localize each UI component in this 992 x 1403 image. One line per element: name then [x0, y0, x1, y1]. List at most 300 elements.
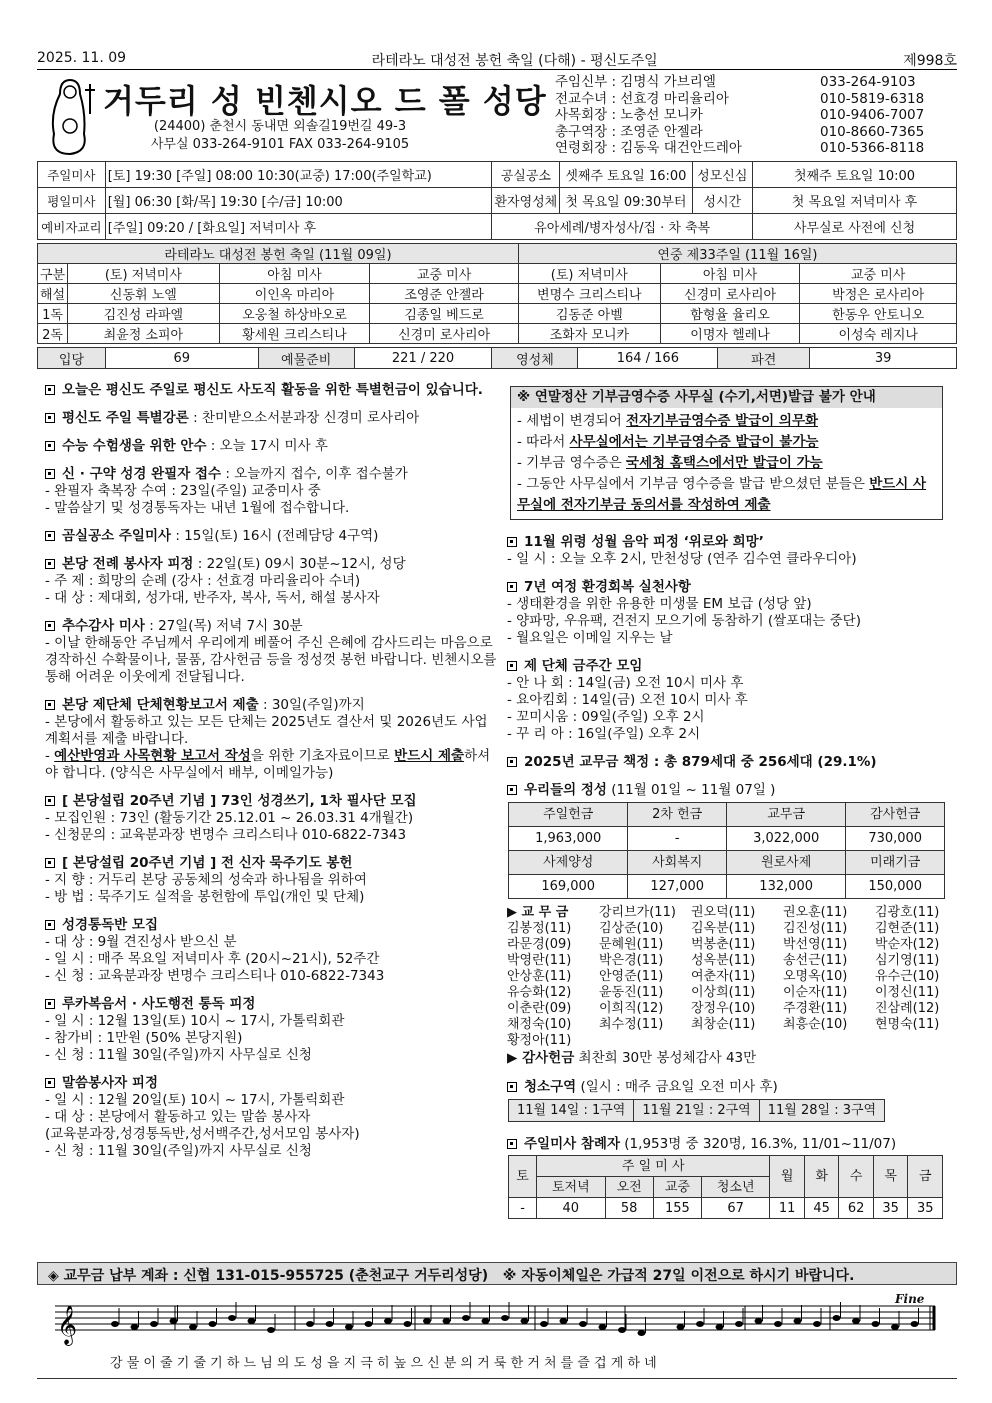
reader-cell: 황세원 크리스티나: [219, 324, 370, 344]
fine-mark: Fine: [895, 1292, 925, 1306]
note-head: [852, 1318, 860, 1324]
offerings-row: [509, 827, 945, 851]
notice-title: 말씀봉사자 피정: [62, 1075, 158, 1091]
readers-row: [38, 304, 957, 324]
dues-name: 김상준(10): [599, 921, 664, 936]
account-info: ◈ 교무금 납부 계좌 : 신협 131-015-955725 (춘천교구 거두리성당): [48, 1268, 489, 1284]
text-segment: 하셔야 합니다. (양식은 사무실에서 배부, 이메일가능): [45, 748, 491, 781]
bottom-rule: [37, 1378, 957, 1379]
notice-line: - 생태환경을 위한 유용한 미생물 EM 보급 (성당 앞): [507, 596, 812, 612]
cleaning-cell: 11월 28일 : 3구역: [759, 1100, 884, 1122]
attendance-value: 40: [537, 1198, 605, 1219]
notice-title: 오늘은 평신도 주일로 평신도 사도직 활동을 위한 특별헌금이 있습니다.: [62, 382, 483, 398]
stat-label: 예물준비: [258, 348, 354, 369]
notice-title: 2025년 교무금 책정 : 총 879세대 중 256세대 (29.1%): [524, 754, 877, 770]
cleaning-row: [509, 1100, 885, 1122]
notice-text: : 찬미받으소서분과장 신경미 로사리아: [188, 410, 420, 426]
readers-col-header: (토) 저녁미사: [68, 264, 220, 284]
notice-line: - 신 청 : 교육분과장 변명수 크리스티나 010-6822-7343: [45, 968, 385, 984]
notice-item: [507, 579, 947, 647]
dues-name: 김광호(11): [875, 905, 940, 920]
reader-cell: 1독: [38, 304, 68, 324]
note-head: [150, 1321, 158, 1327]
emphasis-text: 반드시 제출: [394, 748, 465, 764]
dues-name: 문혜원(11): [599, 937, 664, 952]
schedule-table: [37, 161, 957, 240]
day-header: 금: [908, 1156, 943, 1198]
attendance-value: 35: [908, 1198, 943, 1219]
notice-text: : 27일(목) 저녁 7시 30분: [144, 618, 303, 634]
note-head: [735, 1321, 743, 1327]
readers-col-header: 교중 미사: [800, 264, 957, 284]
text-segment: - 따라서: [517, 434, 570, 450]
notice-title: 성경통독반 모집: [62, 917, 158, 933]
dues-name: 윤동진(11): [599, 985, 664, 1000]
cleaning-title: 청소구역: [524, 1079, 577, 1095]
dues-name: 최흥순(10): [783, 1017, 848, 1032]
reader-cell: 해설: [38, 284, 68, 304]
dues-name: 진삼례(12): [875, 1001, 940, 1016]
attendance-header-row: [509, 1156, 943, 1177]
contact-role: 사목회장 : 노충선 모니카: [555, 107, 703, 123]
notice-line: - 참가비 : 1만원 (50% 본당지원): [45, 1030, 243, 1046]
note-head: [228, 1315, 236, 1321]
treble-clef-icon: 𝄞: [57, 1305, 78, 1345]
offerings-title: 우리들의 정성: [524, 782, 607, 798]
notice-line: - 안 나 회 : 14일(금) 오전 10시 미사 후: [507, 675, 744, 691]
note-head: [794, 1318, 802, 1324]
schedule-cell: 공실공소: [492, 162, 560, 188]
day-header: 화: [804, 1156, 839, 1198]
receipt-notice-title: ※ 연말정산 기부금영수증 사무실 (수기,서면)발급 불가 안내: [511, 387, 942, 408]
notice-item: [45, 618, 497, 686]
notice-heading: [45, 556, 497, 573]
notice-text: : 오늘 17시 미사 후: [206, 438, 328, 454]
contact-row: [555, 124, 924, 141]
offerings-period: (11월 01일 ~ 11월 07일 ): [606, 782, 776, 798]
schedule-cell: 사무실로 사전에 신청: [752, 214, 956, 240]
stats-row: [38, 348, 957, 369]
auto-transfer-note: ※ 자동이체일은 가급적 27일 이전으로 하시기 바랍니다.: [502, 1268, 855, 1284]
notice-title: 7년 여정 환경회복 실천사항: [524, 579, 691, 595]
receipt-line: [517, 474, 936, 516]
emphasis-text: 전자기부금영수증 발급이 의무화: [626, 413, 819, 429]
thanks-offering-line: [507, 1049, 947, 1067]
offering-value: 150,000: [846, 875, 945, 899]
readers-col-header: 아침 미사: [219, 264, 370, 284]
note-head: [872, 1321, 880, 1327]
schedule-cell: 셋째주 토요일 16:00: [560, 162, 692, 188]
note-head: [189, 1324, 197, 1330]
sunday-mass-header: 주 일 미 사: [537, 1156, 770, 1177]
reader-cell: 이인옥 마리아: [219, 284, 370, 304]
dues-name: 황정아(11): [507, 1033, 572, 1048]
stat-label: 파견: [718, 348, 810, 369]
schedule-row: [38, 162, 957, 188]
note-head: [579, 1321, 587, 1327]
note-head: [774, 1321, 782, 1327]
square-bullet-icon: [45, 413, 55, 423]
square-bullet-icon: [507, 757, 517, 767]
notice-text: : 오늘까지 접수, 이후 접수불가: [221, 466, 408, 482]
note-head: [326, 1321, 334, 1327]
dues-name: 박은경(11): [599, 953, 664, 968]
note-head: [813, 1321, 821, 1327]
notice-line: - 본당에서 활동하고 있는 모든 단체는 2025년도 결산서 및 2026년도 사업계획서를 제출 바랍니다.: [45, 714, 488, 747]
note-head: [833, 1315, 841, 1321]
reader-cell: 2독: [38, 324, 68, 344]
square-bullet-icon: [45, 858, 55, 868]
reader-cell: 김진성 라파엘: [68, 304, 220, 324]
note-head: [345, 1324, 353, 1330]
receipt-line: [517, 432, 936, 453]
notice-title: [ 본당설립 20주년 기념 ] 전 신자 묵주기도 봉헌: [62, 855, 353, 871]
notice-line: - 일 시 : 매주 목요일 저녁미사 후 (20시~21시), 52주간: [45, 951, 380, 967]
notice-item: [45, 410, 497, 427]
dues-name: 최창순(11): [691, 1017, 756, 1032]
dues-name: 채정숙(10): [507, 1017, 572, 1032]
schedule-cell: 첫 목요일 09:30부터: [560, 188, 692, 214]
sunday-sub-header: 교중: [653, 1177, 701, 1198]
cleaning-cell: 11월 21일 : 2구역: [634, 1100, 759, 1122]
reader-cell: 이성숙 레지나: [800, 324, 957, 344]
dues-name: 유승화(12): [507, 985, 572, 1000]
thanks-list: 최찬희 30만 봉성체감사 43만: [578, 1050, 757, 1066]
contact-role: 전교수녀 : 선효경 마리율리아: [555, 90, 729, 107]
reader-cell: 신동휘 노엘: [68, 284, 220, 304]
note-head: [618, 1327, 626, 1333]
offering-label: 사제양성: [509, 851, 628, 875]
note-head: [638, 1330, 646, 1336]
day-header: 목: [873, 1156, 908, 1198]
hymn-staff: [55, 1292, 940, 1347]
notice-item: [45, 917, 497, 985]
dues-name: 장정우(10): [691, 1001, 756, 1016]
readers-table: [37, 243, 957, 344]
hymn-lyrics: 강 물 이 줄 기 줄 기 하 느 님 의 도 성 을 지 극 히 높 으 신 분 의 거 룩 한 거 처 를 즐 겁 게 하 네: [110, 1356, 657, 1371]
emphasis-text: 국세청 홈택스에서만 발급이 가능: [626, 455, 823, 471]
parish-name: 거두리 성 빈첸시오 드 폴 성당: [103, 82, 547, 120]
notice-text: : 15일(토) 16시 (전례담당 4구역): [171, 528, 379, 544]
offering-value: 3,022,000: [726, 827, 845, 851]
notice-heading: [507, 534, 947, 551]
readers-col-header: 교중 미사: [370, 264, 519, 284]
notice-title: 11월 위령 성월 음악 피정 ‘위로와 희망’: [524, 534, 764, 550]
dues-name: 박선영(11): [783, 937, 848, 952]
reader-cell: 변명수 크리스티나: [518, 284, 660, 304]
notice-title: 평신도 주일 특별강론: [62, 410, 189, 426]
schedule-cell: 유아세례/병자성사/집 · 차 축복: [492, 214, 753, 240]
schedule-cell: 환자영성체: [492, 188, 560, 214]
offering-label: 미래기금: [846, 851, 945, 875]
square-bullet-icon: [45, 441, 55, 451]
square-bullet-icon: [45, 700, 55, 710]
thanks-label: ▶ 감사헌금: [507, 1050, 575, 1066]
schedule-row: [38, 188, 957, 214]
square-bullet-icon: [507, 537, 517, 547]
attendance-value: 58: [605, 1198, 653, 1219]
note-head: [404, 1321, 412, 1327]
sat-header: 토: [509, 1156, 537, 1198]
note-head: [462, 1315, 470, 1321]
dues-name: 권오덕(11): [691, 905, 756, 920]
offering-value: 730,000: [846, 827, 945, 851]
contact-role: 총구역장 : 조영준 안젤라: [555, 123, 703, 140]
stat-value: 164 / 166: [578, 348, 718, 369]
schedule-cell: 첫 목요일 저녁미사 후: [752, 188, 956, 214]
notice-heading: [45, 697, 497, 714]
notice-line: - 주 제 : 희망의 순례 (강사 : 선효경 마리율리아 수녀): [45, 573, 361, 589]
readers-header-row: [38, 244, 957, 264]
attendance-value: 11: [770, 1198, 805, 1219]
reader-cell: 박정은 로사리아: [800, 284, 957, 304]
square-bullet-icon: [507, 582, 517, 592]
offerings-table: [508, 802, 945, 899]
notice-title: [ 본당설립 20주년 기념 ] 73인 성경쓰기, 1차 필사단 모집: [62, 793, 417, 809]
schedule-cell: 성시간: [692, 188, 752, 214]
dues-name: 유수근(10): [875, 969, 940, 984]
readers-cols-row: [38, 264, 957, 284]
notice-text: : 30일(주일)까지: [258, 697, 365, 713]
dues-name: 안상훈(11): [507, 969, 572, 984]
notice-line: - 말씀살기 및 성경통독자는 내년 1월에 접수합니다.: [45, 500, 350, 516]
attendance-table: [508, 1155, 943, 1219]
dues-names: [507, 905, 947, 1049]
note-head: [384, 1318, 392, 1324]
note-head: [267, 1327, 275, 1333]
emphasis-text: 사무실에서는 기부금영수증 발급이 불가능: [569, 434, 819, 450]
notice-heading: [45, 466, 497, 483]
note-head: [209, 1321, 217, 1327]
attendance-value: 62: [839, 1198, 874, 1219]
dues-name: 김현준(11): [875, 921, 940, 936]
notice-line: - 이날 한해동안 주님께서 우리에게 베풀어 주신 은혜에 감사드리는 마음으로 경작하신 수확물이나, 물품, 감사헌금 등을 정성껏 봉헌 바랍니다. 빈첸시오를 통해 어려운 이웃에게 전달됩니다.: [45, 635, 497, 685]
note-head: [911, 1321, 919, 1327]
contact-phone: 010-5366-8118: [820, 140, 925, 156]
parish-address: [125, 118, 435, 154]
offerings-heading: [507, 782, 947, 799]
reader-cell: 신경미 로사리아: [660, 284, 800, 304]
notice-heading: [45, 528, 497, 545]
note-head: [501, 1315, 509, 1321]
note-head: [423, 1318, 431, 1324]
notice-line: - 양파망, 우유팩, 건전지 모으기에 동참하기 (쌀포대는 중단): [507, 613, 861, 629]
offering-value: -: [628, 827, 727, 851]
notice-title: 곰실공소 주일미사: [62, 528, 172, 544]
text-segment: - 그동안 사무실에서 기부금 영수증을 발급 받으셨던 분들은: [517, 476, 870, 492]
notice-title: 신 · 구약 성경 완필자 접수: [62, 466, 222, 482]
dues-name: 심기영(11): [875, 953, 940, 968]
dues-name: 김진성(11): [783, 921, 848, 936]
office-phone: 사무실 033-264-9101 FAX 033-264-9105: [150, 137, 410, 152]
reader-cell: 김종일 베드로: [370, 304, 519, 324]
notice-title: 수능 수험생을 위한 안수: [62, 438, 207, 454]
dues-name: 현명숙(11): [875, 1017, 940, 1032]
left-notices: [45, 382, 497, 1171]
contact-role: 연령회장 : 김동욱 대건안드레아: [555, 140, 742, 156]
square-bullet-icon: [507, 1139, 517, 1149]
square-bullet-icon: [45, 1078, 55, 1088]
schedule-cell: [주일] 09:20 / [화요일] 저녁미사 후: [105, 214, 492, 240]
notice-line: - 일 시 : 12월 13일(토) 10시 ~ 17시, 가톨릭회관: [45, 1013, 345, 1029]
cleaning-heading: [507, 1079, 947, 1096]
reader-cell: 조영준 안젤라: [370, 284, 519, 304]
text-segment: 을 위한 기초자료이므로: [250, 748, 395, 764]
address: (24400) 춘천시 동내면 외솔길19번길 49-3: [153, 119, 407, 134]
stat-value: 221 / 220: [354, 348, 492, 369]
readers-row: [38, 284, 957, 304]
notice-title: 본당 제단체 단체현황보고서 제출: [62, 697, 259, 713]
square-bullet-icon: [507, 1082, 517, 1092]
square-bullet-icon: [45, 999, 55, 1009]
readers-col-header: 구분: [38, 264, 68, 284]
notice-line: - 일 시 : 12월 20일(토) 10시 ~ 17시, 가톨릭회관: [45, 1092, 345, 1108]
cleaning-table: [508, 1099, 885, 1122]
note-head: [677, 1324, 685, 1330]
dues-name: 성옥분(11): [691, 953, 756, 968]
note-head: [540, 1321, 548, 1327]
reader-cell: 함형율 율리오: [660, 304, 800, 324]
notice-line: - 꼬미시움 : 09일(주일) 오후 2시: [507, 709, 705, 725]
sunday-sub-header: 토저녁: [537, 1177, 605, 1198]
cleaning-note: (일시 : 매주 금요일 오전 미사 후): [576, 1079, 778, 1095]
note-head: [170, 1318, 178, 1324]
dues-name: 이정신(11): [875, 985, 940, 1000]
sunday-sub-header: 오전: [605, 1177, 653, 1198]
notice-heading: [507, 754, 947, 771]
day-header: 월: [770, 1156, 805, 1198]
notice-item: [45, 438, 497, 455]
readers-col-header: (토) 저녁미사: [518, 264, 660, 284]
attendance-value: 45: [804, 1198, 839, 1219]
note-head: [482, 1318, 490, 1324]
notice-line: - 신 청 : 11월 30일(주일)까지 사무실로 신청: [45, 1047, 312, 1063]
note-head: [521, 1318, 529, 1324]
reader-cell: 신경미 로사리아: [370, 324, 519, 344]
square-bullet-icon: [507, 785, 517, 795]
reader-cell: 김동준 아벨: [518, 304, 660, 324]
square-bullet-icon: [45, 469, 55, 479]
notice-heading: [45, 1075, 497, 1092]
notice-line: (교육분과장,성경통독반,성서백주간,성서모임 봉사자): [45, 1126, 360, 1142]
day-header: 수: [839, 1156, 874, 1198]
feast-title: 라테라노 대성전 봉헌 축일 (다해) - 평신도주일: [371, 53, 658, 69]
attendance-title: 주일미사 참례자: [524, 1136, 620, 1152]
notice-item: [507, 534, 947, 568]
receipt-line: [517, 411, 936, 432]
contact-phone: 010-8660-7365: [820, 123, 925, 140]
reader-cell: 조화자 모니카: [518, 324, 660, 344]
contact-phone: 010-5819-6318: [820, 90, 925, 107]
reader-cell: 이명자 헬레나: [660, 324, 800, 344]
offering-value: 1,963,000: [509, 827, 628, 851]
receipt-line: [517, 453, 936, 474]
notice-item: [45, 466, 497, 517]
week2-header: 연중 제33주일 (11월 16일): [518, 244, 956, 264]
schedule-row: [38, 214, 957, 240]
schedule-cell: 성모신심: [692, 162, 752, 188]
top-line: [37, 50, 957, 70]
dues-name: 주경환(11): [783, 1001, 848, 1016]
notice-heading: [45, 855, 497, 872]
issue-number: 제998호: [903, 53, 957, 69]
note-head: [696, 1321, 704, 1327]
notice-line: - 월요일은 이메일 지우는 날: [507, 630, 673, 646]
notice-heading: [45, 793, 497, 810]
notice-item: [507, 754, 947, 771]
notice-heading: [507, 658, 947, 675]
schedule-cell: 주일미사: [38, 162, 106, 188]
offering-label: 원로사제: [726, 851, 845, 875]
dues-name: 오명옥(10): [783, 969, 848, 984]
notice-item: [45, 996, 497, 1064]
notice-text: : 22일(토) 09시 30분~12시, 성당: [193, 556, 406, 572]
dues-name: 안영준(11): [599, 969, 664, 984]
notice-item: [45, 1075, 497, 1160]
note-head: [599, 1324, 607, 1330]
contact-row: [555, 74, 924, 91]
text-segment: - 세법이 변경되어: [517, 413, 627, 429]
receipt-notice-box: [510, 386, 943, 520]
notice-heading: [507, 579, 947, 596]
square-bullet-icon: [45, 621, 55, 631]
notice-line: [45, 748, 497, 782]
square-bullet-icon: [507, 661, 517, 671]
text-segment: -: [45, 748, 55, 764]
dues-name: 이상희(11): [691, 985, 756, 1000]
notice-heading: [45, 996, 497, 1013]
note-head: [111, 1321, 119, 1327]
week1-header: 라테라노 대성전 봉헌 축일 (11월 09일): [38, 244, 519, 264]
note-head: [131, 1324, 139, 1330]
note-head: [716, 1324, 724, 1330]
notice-heading: [45, 382, 497, 399]
note-head: [365, 1321, 373, 1327]
square-bullet-icon: [45, 796, 55, 806]
offering-value: 169,000: [509, 875, 628, 899]
offering-value: 127,000: [628, 875, 727, 899]
offering-label: 2차 헌금: [628, 803, 727, 827]
right-column: [507, 386, 947, 1219]
sunday-sub-header: 청소년: [702, 1177, 770, 1198]
account-bar: [37, 1262, 957, 1285]
notice-item: [45, 793, 497, 844]
attendance-note: (1,953명 중 320명, 16.3%, 11/01~11/07): [620, 1136, 897, 1152]
notice-line: - 요아킴회 : 14일(금) 오전 10시 미사 후: [507, 692, 748, 708]
reader-cell: 한동우 안토니오: [800, 304, 957, 324]
readers-col-header: 아침 미사: [660, 264, 800, 284]
square-bullet-icon: [45, 385, 55, 395]
contact-role: 주임신부 : 김명식 가브리엘: [555, 74, 716, 90]
notice-title: 루카복음서 · 사도행전 통독 피정: [62, 996, 256, 1012]
note-head: [755, 1318, 763, 1324]
attendance-value: 67: [702, 1198, 770, 1219]
contact-phone: 033-264-9103: [820, 74, 916, 90]
attendance-value: 35: [873, 1198, 908, 1219]
notice-heading: [45, 438, 497, 455]
dues-name: 이순자(11): [783, 985, 848, 1000]
dues-name: 김봉정(11): [507, 921, 572, 936]
emphasis-text: 예산반영과 사목현황 보고서 작성: [54, 748, 251, 764]
notice-line: - 지 향 : 거두리 본당 공동체의 성숙과 하나됨을 위하여: [45, 872, 367, 888]
date: 2025. 11. 09: [37, 50, 127, 66]
offering-label: 교무금: [726, 803, 845, 827]
dues-name: 박영란(11): [507, 953, 572, 968]
notice-item: [45, 697, 497, 782]
dues-label: ▶ 교 무 금: [507, 905, 569, 920]
dues-name: 벅봉춘(11): [691, 937, 756, 952]
readers-row: [38, 324, 957, 344]
